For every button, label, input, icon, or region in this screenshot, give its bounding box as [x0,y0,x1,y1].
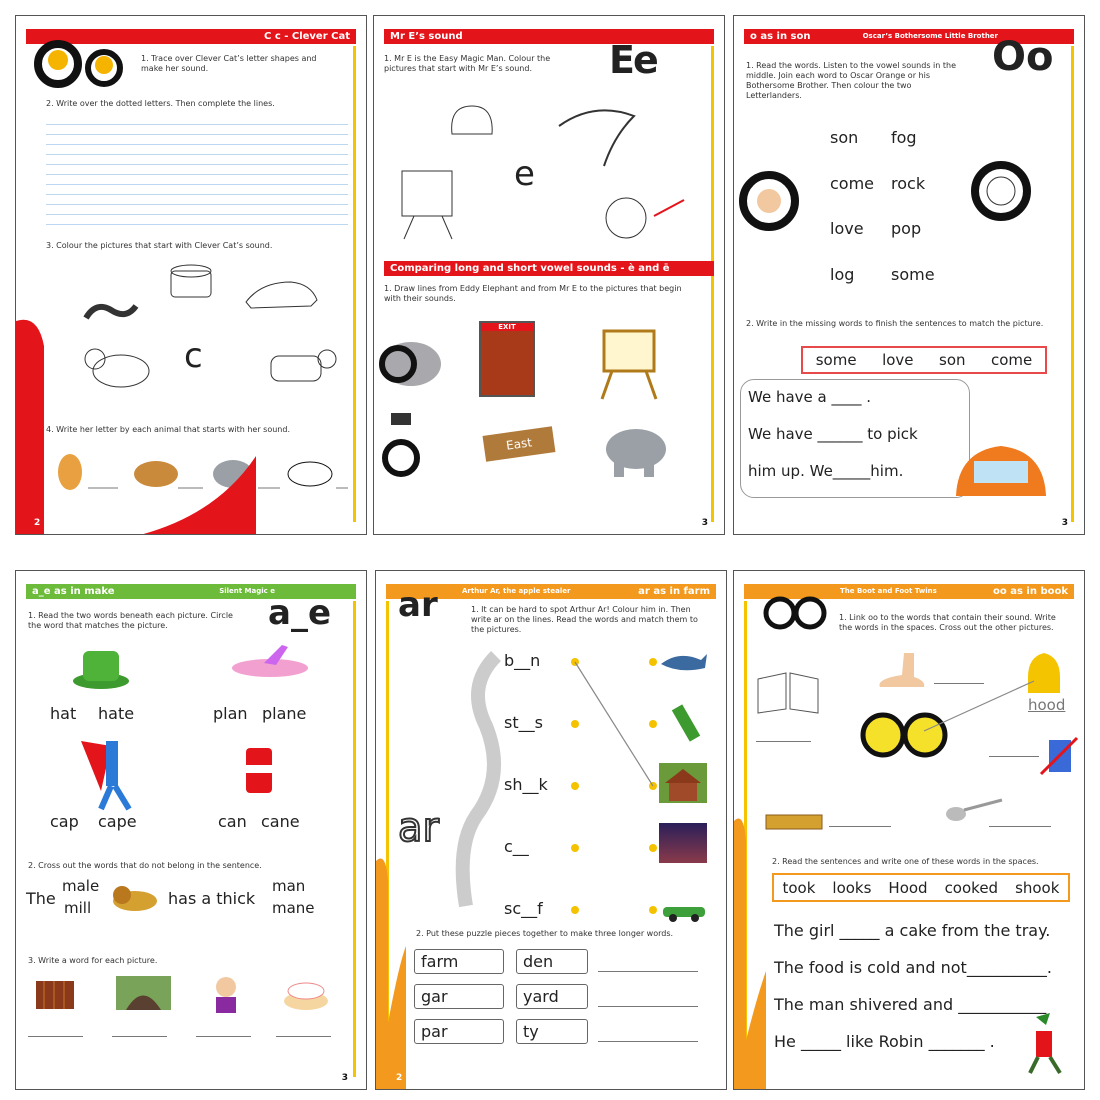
easel-icon [394,151,464,241]
gate-icon [34,976,76,1010]
answer-line[interactable] [112,1036,167,1037]
soda-can-icon [236,743,286,803]
word: log [830,265,855,284]
word: love [830,219,864,238]
box-word: took [782,878,816,897]
box-word: love [882,351,914,369]
lion-icon [110,883,160,913]
sentence-option: male [62,877,100,895]
sentence-word: The [26,889,56,908]
instruction-1: 1. Read the words. Listen to the vowel sounds in the middle. Join each word to Oscar Orange or his Bothersome Brother. Then colour the two Letterlanders. [746,61,956,100]
puzzle-piece[interactable]: den [516,949,588,974]
instruction-2: 2. Write over the dotted letters. Then complete the lines. [46,99,275,108]
bubble-line: We have ______ to pick [748,425,918,443]
box-word: some [815,351,857,369]
kettle-icon [444,94,499,139]
word: pop [891,219,922,238]
cat-letters-icon [34,30,134,90]
box-word: looks [832,878,872,897]
bothersome-brother-icon [739,161,799,241]
header-title: oo as in book [993,586,1068,597]
box-word: son [939,351,966,369]
puzzle-piece[interactable]: par [414,1019,504,1044]
instruction-3: 3. Colour the pictures that start with Clever Cat’s sound. [46,241,273,250]
page-number: 3 [701,518,708,528]
letters-ar: ar [398,585,438,625]
sentence: He _____ like Robin _______ . [774,1032,995,1051]
worksheet-ar-as-in-farm [375,570,727,1090]
oscar-orange-icon [971,156,1031,226]
choice-word: can [218,812,247,831]
sentence-option: mane [272,899,315,917]
header-subtitle: Oscar’s Bothersome Little Brother [862,32,998,40]
plane-icon [228,643,313,693]
bubble-line: We have a ____ . [748,388,872,406]
exit-door-icon [479,321,535,397]
word: son [830,128,859,147]
sentence-option: man [272,877,306,895]
exit-sign: EXIT [481,323,533,331]
fill-word: c__ [504,837,529,856]
svg-text:ar: ar [398,805,439,851]
choice-word: cane [261,812,300,831]
header-title: a_e as in make [32,586,115,597]
cake-icon [166,261,216,301]
instruction-1: 1. Mr E is the Easy Magic Man. Colour the pictures that start with Mr E’s sound. [384,54,551,73]
box-word: cooked [944,878,999,897]
green-hat-icon [71,643,131,693]
instruction-2: 2. Write in the missing words to finish the sentences to match the picture. [746,319,1044,328]
elephant-icon [594,421,674,481]
worksheet-mr-e [373,15,725,535]
word-box [801,346,1047,374]
puzzle-piece[interactable]: gar [414,984,504,1009]
header-title: ar as in farm [638,586,710,597]
page-number: 3 [341,1073,348,1083]
instruction-1: 1. Link oo to the words that contain their sound. Write the words in the spaces. Cross out the other pictures. [839,613,1056,632]
header-bar [384,29,714,44]
header-subtitle: The Boot and Foot Twins [840,587,937,595]
superhero-cape-icon [71,731,146,811]
bubble-line: him up. We_____him. [748,462,904,480]
cave-icon [116,976,171,1010]
center-letter: c [184,336,203,376]
header-title: Mr E’s sound [390,31,463,42]
box-word: shook [1015,878,1060,897]
choice-word: plane [262,704,307,723]
instruction-2: 1. Draw lines from Eddy Elephant and from Mr E to the pictures that begin with their sounds. [384,284,682,303]
choice-word: cape [98,812,137,831]
letters-ee: Ee [609,38,657,82]
elephant-letter-icon [376,334,446,394]
header-title: C c - Clever Cat [264,31,350,42]
word: fog [891,128,917,147]
instruction-2: 2. Read the sentences and write one of these words in the spaces. [772,857,1039,866]
puzzle-piece[interactable]: farm [414,949,504,974]
fill-word: sh__k [504,775,548,794]
east-sign-icon [483,426,556,461]
page-number: 2 [396,1073,403,1083]
puzzle-piece[interactable]: yard [516,984,588,1009]
sentence: The food is cold and not__________. [774,958,1052,977]
shark-icon [659,646,709,676]
instruction-3: 3. Write a word for each picture. [28,956,158,965]
written-word-hood: hood [1028,696,1066,714]
orange-decoration [734,811,1085,1090]
instruction-2: 2. Cross out the words that do not belong in the sentence. [28,861,262,870]
sentence: The man shivered and ___________ [774,995,1047,1014]
instruction-1: 1. Trace over Clever Cat’s letter shapes and make her sound. [141,54,317,73]
choice-word: cap [50,812,79,831]
word: rock [891,174,926,193]
answer-line[interactable] [196,1036,251,1037]
tracing-lines [46,115,348,227]
sentence-option: mill [64,899,92,917]
choice-word: hate [98,704,135,723]
easel-color-icon [594,321,664,401]
red-decoration [16,306,367,535]
worksheet-clever-cat [15,15,367,535]
crossed-door-icon [1039,736,1079,776]
answer-line[interactable] [989,756,1039,757]
east-sign: East [505,435,533,453]
yellow-border [711,46,714,522]
yellow-border [353,601,356,1077]
header-bar-2 [384,261,714,276]
scarf-icon [666,703,706,743]
answer-line[interactable] [28,1036,83,1037]
fill-word: sc__f [504,899,543,918]
choice-word: hat [50,704,77,723]
letters-a-e: a_e [268,593,332,633]
page-number: 3 [1061,518,1068,528]
eagle-icon [554,96,644,176]
worksheet-o-as-in-son [733,15,1085,535]
sentence: The girl _____ a cake from the tray. [774,921,1051,940]
header-subtitle: Arthur Ar, the apple stealer [462,587,571,595]
worksheet-oo-as-in-book [733,570,1085,1090]
fill-word: b__n [504,651,541,670]
compass-icon [604,178,694,253]
mr-e-icon [379,408,429,498]
fill-word: st__s [504,713,543,732]
answer-line[interactable] [276,1036,331,1037]
page-number: 2 [34,518,41,528]
worksheet-a-e-as-in-make [15,570,367,1090]
barn-icon [659,763,707,803]
header-subtitle: Silent Magic e [219,587,275,595]
instruction-2: 2. Put these puzzle pieces together to make three longer words. [416,929,674,938]
puzzle-piece[interactable]: ty [516,1019,588,1044]
header-title-2: Comparing long and short vowel sounds - è and ē [390,263,670,274]
instruction-4: 4. Write her letter by each animal that starts with her sound. [46,425,290,434]
instruction-1: 1. Read the two words beneath each picture. Circle the word that matches the picture. [28,611,233,630]
letters-oo: Oo [992,34,1054,80]
family-car-icon [946,426,1056,506]
center-letter: e [514,154,535,194]
instruction-1: 1. It can be hard to spot Arthur Ar! Colour him in. Then write ar on the lines. Read the words and match them to the pictures. [471,605,698,634]
yellow-border [1071,46,1074,522]
cake-color-icon [281,973,331,1013]
sentence-word: has a thick [168,889,256,908]
box-word: come [990,351,1033,369]
header-title: o as in son [750,31,811,42]
orange-decoration [376,851,727,1090]
word: come [830,174,875,193]
choice-word: plan [213,704,248,723]
girl-waving-icon [206,973,246,1013]
box-word: Hood [888,878,928,897]
word: some [891,265,935,284]
